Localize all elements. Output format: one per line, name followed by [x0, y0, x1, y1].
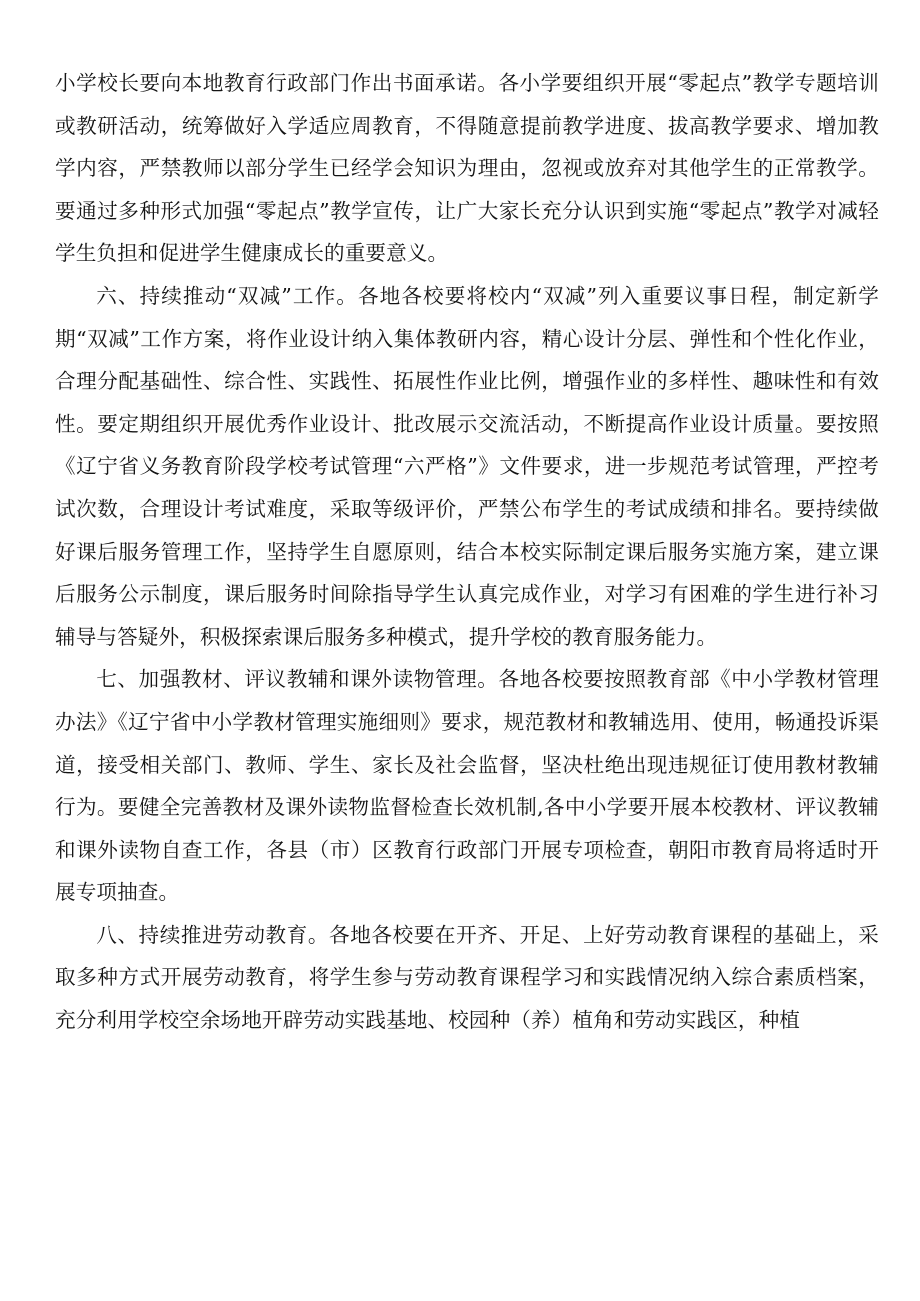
- paragraph-continuation: 小学校长要向本地教育行政部门作出书面承诺。各小学要组织开展“零起点”教学专题培训或教研活动，统筹做好入学适应周教育，不得随意提前教学进度、拔高教学要求、增加教学内容，严禁教师以部分学生已经学会知识为理由，忽视或放弃对其他学生的正常教学。要通过多种形式加强“零起点”教学宣传，让广大家长充分认识到实施“零起点”教学对减轻学生负担和促进学生健康成长的重要意义。: [55, 71, 879, 266]
- paragraph-section-8: 八、持续推进劳动教育。各地各校要在开齐、开足、上好劳动教育课程的基础上，采取多种方式开展劳动教育，将学生参与劳动教育课程学习和实践情况纳入综合素质档案，充分利用学校空余场地开辟劳动实践基地、校园种（养）植角和劳动实践区，种植: [55, 922, 879, 1033]
- paragraph-section-7: 七、加强教材、评议教辅和课外读物管理。各地各校要按照教育部《中小学教材管理办法》《辽宁省中小学教材管理实施细则》要求，规范教材和教辅选用、使用，畅通投诉渠道，接受相关部门、教师、学生、家长及社会监督，坚决杜绝出现违规征订使用教材教辅行为。要健全完善教材及课外读物监督检查长效机制,各中小学要开展本校教材、评议教辅和课外读物自查工作，各县（市）区教育行政部门开展专项检查，朝阳市教育局将适时开展专项抽查。: [55, 667, 879, 905]
- document-body: [55, 62, 879, 1042]
- paragraph-section-6: 六、持续推动“双减”工作。各地各校要将校内“双减”列入重要议事日程，制定新学期“双减”工作方案，将作业设计纳入集体教研内容，精心设计分层、弹性和个性化作业，合理分配基础性、综合性、实践性、拓展性作业比例，增强作业的多样性、趣味性和有效性。要定期组织开展优秀作业设计、批改展示交流活动，不断提高作业设计质量。要按照《辽宁省义务教育阶段学校考试管理“六严格”》文件要求，进一步规范考试管理，严控考试次数，合理设计考试难度，采取等级评价，严禁公布学生的考试成绩和排名。要持续做好课后服务管理工作，坚持学生自愿原则，结合本校实际制定课后服务实施方案，建立课后服务公示制度，课后服务时间除指导学生认真完成作业，对学习有困难的学生进行补习辅导与答疑外，积极探索课后服务多种模式，提升学校的教育服务能力。: [55, 283, 879, 649]
